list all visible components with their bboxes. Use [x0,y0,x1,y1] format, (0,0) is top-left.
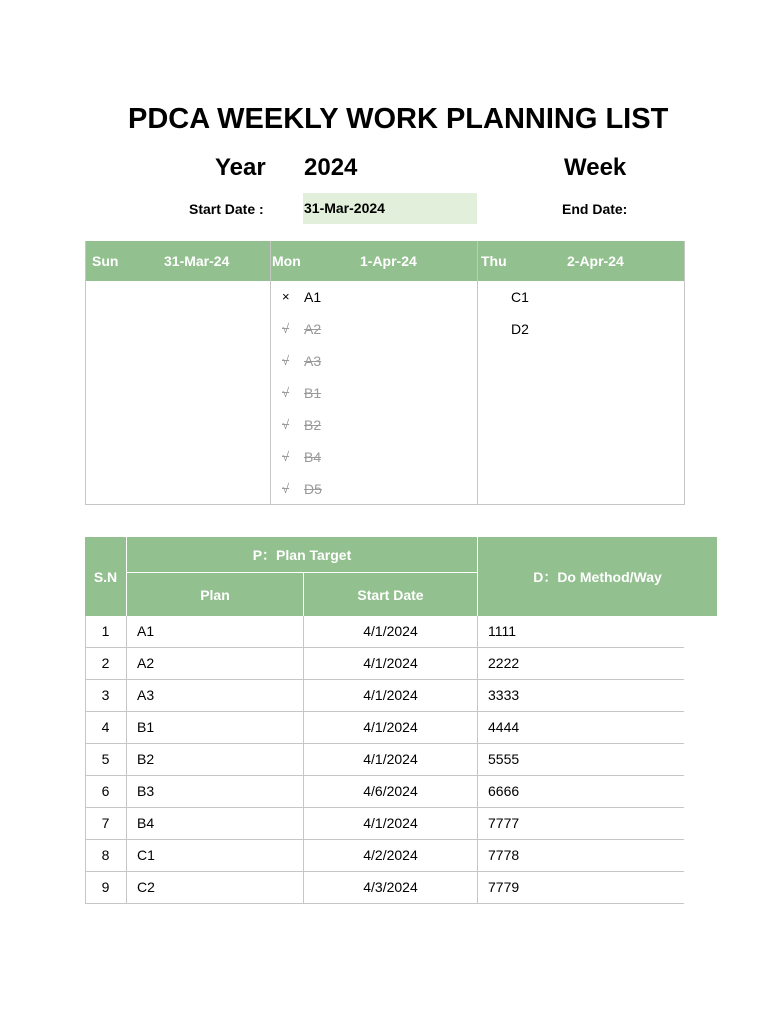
task-item[interactable] [271,409,477,441]
plan-cell[interactable]: B2 [137,751,155,767]
end-date-label: End Date: [562,201,628,217]
method-cell[interactable]: 5555 [488,751,520,767]
week-calendar [85,241,684,505]
table-row [85,680,684,712]
task-name: B4 [304,449,322,465]
check-icon[interactable]: √ [282,481,290,496]
sn-cell[interactable]: 5 [101,751,110,767]
year-label: Year [215,154,266,181]
day-date: 31-Mar-24 [164,253,230,269]
method-cell[interactable]: 4444 [488,719,520,735]
sn-cell[interactable]: 9 [101,879,110,895]
method-cell[interactable]: 1111 [488,623,517,639]
table-row [85,616,684,648]
sn-cell[interactable]: 7 [101,815,110,831]
task-list [478,281,684,345]
sn-cell[interactable]: 3 [101,687,110,703]
start-date-cell[interactable]: 4/1/2024 [363,719,418,735]
start-date-field[interactable]: 31-Mar-2024 [303,193,477,224]
task-name: D2 [511,321,529,337]
plan-header: Plan [127,573,303,616]
day-date: 1-Apr-24 [360,253,417,269]
day-name: Thu [481,253,507,269]
sn-header: S.N [85,537,126,616]
task-item[interactable] [271,313,477,345]
do-method-header: D：Do Method/Way [478,537,717,616]
task-name: A3 [304,353,322,369]
sn-cell[interactable]: 1 [101,623,110,639]
start-date-cell[interactable]: 4/1/2024 [363,623,418,639]
method-cell[interactable]: 7777 [488,815,520,831]
day-date: 2-Apr-24 [567,253,624,269]
check-icon[interactable]: √ [282,353,290,368]
method-cell[interactable]: 7778 [488,847,520,863]
task-item[interactable] [271,281,477,313]
day-column-thu [478,241,685,505]
start-date-header: Start Date [304,573,477,616]
day-header [86,241,270,281]
check-icon[interactable]: √ [282,417,290,432]
sn-cell[interactable]: 8 [101,847,110,863]
year-value[interactable]: 2024 [304,154,358,181]
day-name: Sun [92,253,119,269]
start-date-label: Start Date : [189,201,264,217]
plan-cell[interactable]: A1 [137,623,155,639]
day-column-mon [271,241,478,505]
table-row [85,712,684,744]
method-cell[interactable]: 6666 [488,783,520,799]
table-row [85,744,684,776]
table-row [85,648,684,680]
task-name: B1 [304,385,322,401]
start-date-cell[interactable]: 4/1/2024 [363,687,418,703]
task-item[interactable] [271,345,477,377]
task-name: C1 [511,289,529,305]
plan-cell[interactable]: C1 [137,847,155,863]
start-date-cell[interactable]: 4/1/2024 [363,815,418,831]
plan-cell[interactable]: A2 [137,655,155,671]
check-icon[interactable]: √ [282,449,290,464]
day-name: Mon [272,253,301,269]
task-name: B2 [304,417,322,433]
task-name: D5 [304,481,322,497]
cross-icon[interactable]: × [282,289,290,304]
method-cell[interactable]: 2222 [488,655,520,671]
plan-cell[interactable]: A3 [137,687,155,703]
plan-cell[interactable]: B3 [137,783,155,799]
table-row [85,776,684,808]
task-item[interactable] [478,281,684,313]
week-label: Week [564,154,627,181]
day-header [271,241,477,281]
start-date-cell[interactable]: 4/3/2024 [363,879,418,895]
page-title: PDCA WEEKLY WORK PLANNING LIST [128,103,669,135]
plan-cell[interactable]: B1 [137,719,155,735]
day-column-sun [86,241,271,505]
task-list [271,281,477,505]
task-item[interactable] [271,473,477,505]
day-header [478,241,684,281]
method-cell[interactable]: 3333 [488,687,520,703]
task-item[interactable] [271,441,477,473]
task-item[interactable] [478,313,684,345]
table-row [85,840,684,872]
check-icon[interactable]: √ [282,321,290,336]
task-item[interactable] [271,377,477,409]
sn-cell[interactable]: 4 [101,719,110,735]
plan-cell[interactable]: C2 [137,879,155,895]
check-icon[interactable]: √ [282,385,290,400]
start-date-cell[interactable]: 4/1/2024 [363,751,418,767]
plan-cell[interactable]: B4 [137,815,155,831]
sn-cell[interactable]: 2 [101,655,110,671]
start-date-cell[interactable]: 4/1/2024 [363,655,418,671]
table-row [85,808,684,840]
task-name: A1 [304,289,322,305]
start-date-cell[interactable]: 4/6/2024 [363,783,418,799]
table-row [85,872,684,904]
method-cell[interactable]: 7779 [488,879,520,895]
plan-target-header: P：Plan Target [127,537,477,572]
sn-cell[interactable]: 6 [101,783,110,799]
task-name: A2 [304,321,322,337]
start-date-cell[interactable]: 4/2/2024 [363,847,418,863]
